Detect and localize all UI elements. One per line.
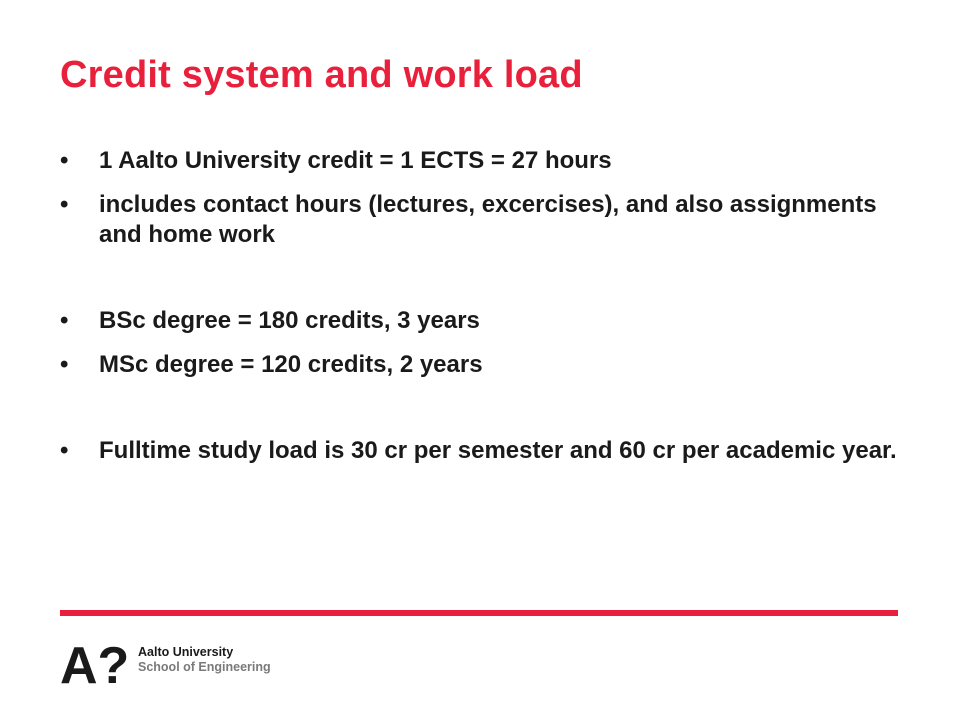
- school-name: School of Engineering: [138, 660, 271, 674]
- bullet-item: [60, 190, 910, 250]
- logo-mark-text: A?: [60, 643, 130, 685]
- bullet-text: Fulltime study load is 30 cr per semester and 60 cr per academic year.: [99, 437, 897, 464]
- bullet-dot: •: [60, 191, 69, 218]
- bullet-text: 1 Aalto University credit = 1 ECTS = 27 hours: [99, 147, 612, 174]
- bullet-list: [60, 146, 910, 480]
- slide-title: Credit system and work load: [60, 54, 583, 96]
- bullet-text: BSc degree = 180 credits, 3 years: [99, 307, 480, 334]
- bullet-dot: •: [60, 147, 69, 174]
- bullet-text: includes contact hours (lectures, excercises), and also assignments and home work: [99, 191, 877, 248]
- bullet-dot: •: [60, 307, 69, 334]
- bullet-dot: •: [60, 437, 69, 464]
- bullet-item: [60, 146, 910, 176]
- aalto-logo-mark-icon: [60, 643, 130, 685]
- bullet-item: [60, 436, 910, 466]
- bullet-item: [60, 350, 910, 380]
- bullet-item: [60, 306, 910, 336]
- logo-wordmark: [138, 645, 271, 675]
- footer-divider: [60, 610, 898, 616]
- bullet-dot: •: [60, 351, 69, 378]
- university-name: Aalto University: [138, 645, 234, 659]
- bullet-text: MSc degree = 120 credits, 2 years: [99, 351, 483, 378]
